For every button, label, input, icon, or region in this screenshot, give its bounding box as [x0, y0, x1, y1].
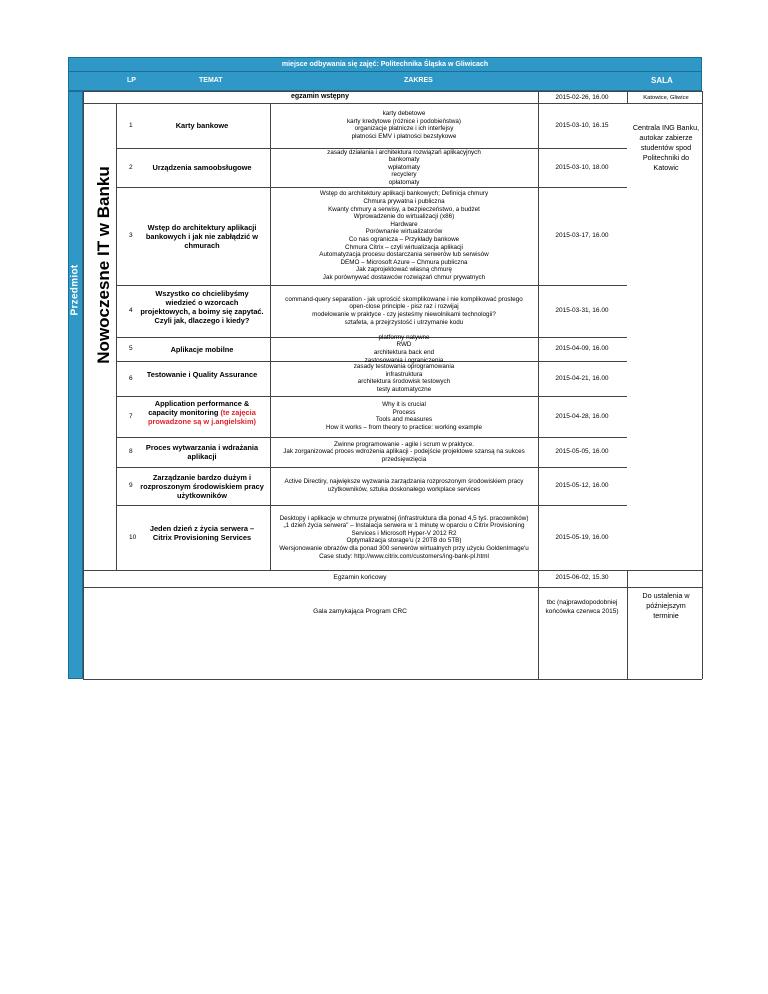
col-zakres: ZAKRES — [404, 77, 433, 84]
row-scope — [272, 190, 536, 281]
location-header: miejsce odbywania się zajęć: Politechnika Śląska w Gliwicach — [68, 57, 702, 72]
row-number: 6 — [129, 374, 133, 382]
row-topic: Wszystko co chcielibyśmy wiedzieć o wzorcach projektowych, a boimy się zapytać. Czyli jak, dlaczego i kiedy? — [140, 288, 264, 325]
scope-line: recyclery — [391, 171, 417, 179]
grid-line — [83, 103, 702, 104]
gala-room-line: późniejszym — [646, 601, 686, 610]
column-header-row — [68, 72, 702, 91]
entry-exam-room: Katowice, Gliwice — [643, 95, 689, 101]
row-number: 7 — [129, 412, 133, 420]
row-scope — [272, 363, 536, 393]
scope-line: Chmura Citrix – czyli wirtualizacja aplikacji — [345, 243, 463, 251]
scope-line: Wersjonowanie obrazów dla ponad 300 serwerów wirtualnych przy użyciu GoldenImage'u — [279, 545, 529, 553]
scope-line: Chmura prywatna i publiczna — [363, 197, 445, 205]
gala-room-line: terminie — [653, 611, 679, 620]
scope-line: Co nas ogranicza – Przykłady bankowe — [348, 235, 460, 243]
room-line: Politechniki do — [642, 153, 690, 162]
scope-line: Desktopy i aplikacje w chmurze prywatnej (infrastruktura dla ponad 4,5 tyś. pracowników) — [279, 514, 529, 522]
grid-line — [270, 103, 271, 570]
row-date: 2015-04-09, 16.00 — [555, 345, 609, 352]
scope-line: Automatyzacja procesu dostarczania serwerów lub serwisów — [319, 251, 489, 259]
grid-line — [83, 91, 84, 679]
scope-line: architektura back end — [373, 348, 435, 356]
row-topic: Karty bankowe — [175, 121, 229, 130]
scope-line: Case study: http://www.citrix.com/customers/ing-bank-pl.html — [319, 552, 489, 560]
scope-line: Kwanty chmury a serwisy, a bezpieczeństwo, a budżet — [328, 205, 480, 213]
row-scope — [272, 515, 536, 561]
final-exam-date: 2015-06-02, 15.30 — [555, 574, 609, 581]
grid-line — [83, 570, 702, 571]
grid-line — [83, 91, 702, 92]
col-temat: TEMAT — [199, 77, 223, 84]
scope-line: „1 dzień życia serwera" – Instalacja serwera w 1 minutę w oparciu o Citrix Provisioning — [283, 522, 525, 530]
grid-line — [538, 91, 539, 679]
grid-line — [83, 679, 702, 680]
scope-line: użytkowników, sztuka doskonałego workplace services — [327, 485, 481, 493]
scope-line: Porównanie wirtualizatorów — [365, 228, 443, 236]
row-number: 9 — [129, 482, 133, 489]
room-line: studentów spod — [640, 143, 692, 152]
row-scope — [272, 441, 536, 464]
col-sala: SALA — [651, 76, 673, 85]
grid-line — [116, 396, 627, 397]
grid-line — [116, 437, 627, 438]
gala-date-line: końcówka czerwca 2015) — [545, 607, 619, 615]
scope-line: Tools and measures — [375, 416, 433, 424]
scope-line: zastosowania i ograniczenia — [364, 356, 444, 364]
scope-line: organizacje płatnicze i ich interfejsy — [354, 125, 454, 133]
row-number: 3 — [129, 232, 133, 239]
row-topic: Application performance & capacity monitoring (te zajęcia prowadzone są w j.angielskim) — [147, 398, 256, 426]
row-scope — [272, 296, 536, 326]
scope-line: Jak porównywać dostawców rozwiązań chmur prywatnych — [322, 273, 486, 281]
przedmiot-label: Przedmiot — [69, 264, 81, 316]
row-date: 2015-05-12, 16.00 — [555, 482, 609, 489]
row-scope — [272, 401, 536, 431]
row-scope — [272, 110, 536, 140]
row-date: 2015-05-19, 16.00 — [555, 533, 609, 541]
row-date: 2015-03-17, 16.00 — [555, 232, 609, 239]
row-topic: Proces wytwarzania i wdrażania aplikacji — [145, 443, 259, 461]
gala-room — [628, 591, 704, 621]
scope-line: Optymalizacja storage'u (z 20TB do 5TB) — [346, 537, 462, 545]
row-number: 4 — [129, 307, 133, 314]
row-date: 2015-03-10, 18.00 — [555, 163, 609, 171]
scope-line: Zwinne programowanie - agile i scrum w praktyce. — [334, 440, 474, 448]
row-date: 2015-05-05, 16.00 — [555, 448, 609, 455]
row-topic: Urządzenia samoobsługowe — [152, 163, 252, 172]
row-number: 8 — [129, 448, 133, 455]
row-date: 2015-04-21, 16.00 — [555, 374, 609, 382]
entry-exam-label: egzamin wstępny — [291, 93, 349, 100]
row-topic: Testowanie i Quality Assurance — [146, 369, 258, 379]
scope-line: infrastruktura — [385, 370, 423, 378]
scope-line: bankomaty — [388, 156, 420, 164]
row-topic: Aplikacje mobilne — [170, 344, 234, 354]
grid-line — [116, 103, 117, 570]
scope-line: platformy natywne — [378, 333, 430, 341]
room-main — [628, 123, 704, 173]
col-lp: LP — [127, 77, 136, 84]
row-scope — [272, 149, 536, 187]
scope-line: open-close principle - pisz raz i rozwijaj — [349, 303, 459, 311]
grid-line — [627, 91, 628, 103]
scope-line: command-query separation - jak uprościć skomplikowane i nie komplikować prostego — [285, 295, 523, 303]
gala-room-line: Do ustalenia w — [642, 591, 690, 600]
scope-line: przedsięwzięcia — [381, 455, 427, 463]
row-number: 1 — [129, 121, 133, 129]
row-topic: Zarządzanie bardzo dużym i rozproszonym środowiskiem pracy użytkowników — [140, 472, 264, 500]
scope-line: DEMO – Microsoft Azure – Chmura publiczna — [340, 258, 468, 266]
row-number: 2 — [129, 163, 133, 171]
gala-label: Gala zamykająca Program CRC — [313, 608, 407, 615]
scope-line: Services i Microsoft Hyper-V 2012 R2 — [351, 529, 457, 537]
row-number: 5 — [129, 345, 133, 352]
scope-line: Jak zorganizować proces wdrożenia aplikacji - podejście projektowe szansą na sukces — [283, 448, 525, 456]
grid-line — [627, 570, 628, 679]
row-date: 2015-04-28, 16.00 — [555, 412, 609, 420]
row-date: 2015-03-31, 16.00 — [555, 307, 609, 314]
scope-line: opłatomaty — [388, 178, 420, 186]
row-scope — [272, 334, 536, 364]
grid-line — [116, 467, 627, 468]
scope-line: testy automatyczne — [376, 386, 432, 394]
topic-note: (te zajęcia prowadzone są w j.angielskim) — [147, 407, 256, 426]
scope-line: Wstęp do architektury aplikacji bankowych; Definicja chmury — [319, 190, 489, 198]
grid-line — [116, 285, 627, 286]
scope-line: wpłatomaty — [388, 163, 420, 171]
room-line: Centrala ING Banku, — [632, 123, 700, 132]
scope-line: Hardware — [390, 220, 418, 228]
scope-line: Process — [392, 408, 416, 416]
row-scope — [272, 478, 536, 493]
scope-line: Active Directiry, największe wyzwania zarządzania rozproszonym środowiskiem pracy — [284, 478, 524, 486]
entry-exam-date: 2015-02-26, 16.00 — [555, 94, 609, 101]
scope-line: Why it is crucial — [382, 401, 426, 409]
room-line: Katowic — [653, 163, 679, 172]
row-date: 2015-03-10, 16.15 — [555, 121, 609, 129]
scope-line: modelowanie w praktyce - czy jesteśmy niewolnikami technologii? — [312, 310, 496, 318]
scope-line: karty kredytowe (różnice i podobieństwa) — [346, 117, 462, 125]
row-topic: Wstęp do architektury aplikacji bankowych i jak nie zabłądzić w chmurach — [145, 222, 259, 250]
gala-date-line: tbc (najprawdopodobniej — [546, 599, 618, 606]
scope-line: płatności EMV i płatności bezstykowe — [351, 133, 457, 141]
room-line: autokar zabierze — [639, 133, 693, 142]
scope-line: sztafeta, a przejrzystość i utrzymanie kodu — [344, 318, 464, 326]
scope-line: How it works – from theory to practice: working example — [325, 424, 483, 432]
scope-line: karty debetowe — [382, 110, 426, 118]
gala-date — [537, 599, 627, 616]
grid-line — [83, 587, 702, 588]
subject-title: Nowoczesne IT w Banku — [94, 166, 113, 364]
grid-line — [116, 187, 627, 188]
scope-line: Jak zaprojektować własną chmurę — [356, 266, 452, 274]
scope-line: zasady działania i architektura rozwiązań aplikacyjnych — [327, 148, 481, 156]
row-number: 10 — [129, 533, 137, 541]
grid-line — [116, 505, 627, 506]
scope-line: zasady testowania oprogramowania — [353, 363, 455, 371]
final-exam-label: Egzamin końcowy — [333, 574, 387, 581]
scope-line: Wprowadzenie do wirtualizacji (x86) — [353, 213, 455, 221]
row-topic: Jeden dzień z życia serwera – Citrix Provisioning Services — [149, 524, 255, 542]
scope-line: RWD — [396, 341, 412, 349]
przedmiot-sidebar — [68, 91, 83, 679]
scope-line: architektura środowisk testowych — [357, 378, 451, 386]
